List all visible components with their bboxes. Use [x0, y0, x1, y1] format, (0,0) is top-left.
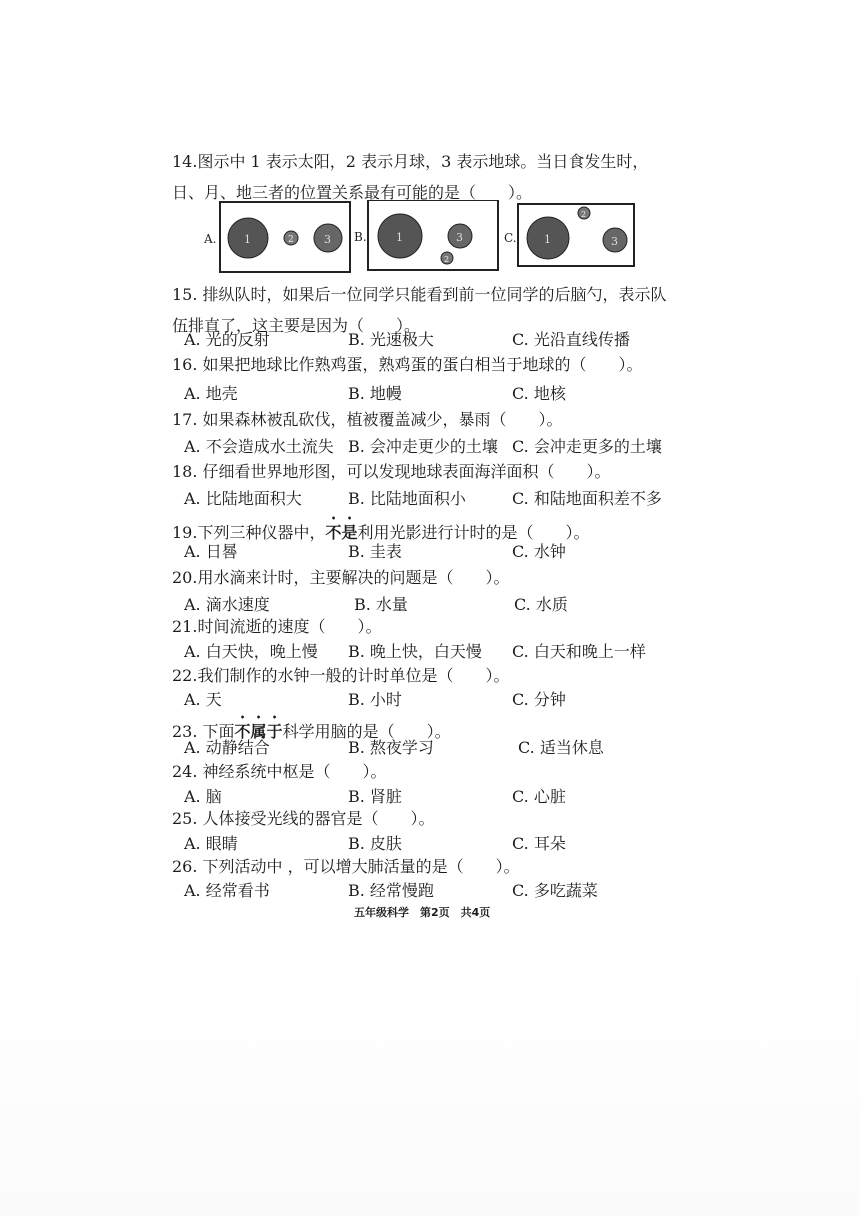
options-20 — [184, 593, 704, 617]
figure-b-diagram — [354, 200, 504, 274]
option-c: C. 地核 — [512, 384, 566, 403]
option-a: A. 日晷 — [184, 542, 238, 561]
options-26 — [184, 879, 704, 903]
question-25: 25. 人体接受光线的器官是（ ）。 — [172, 809, 435, 828]
options-18 — [184, 487, 704, 511]
option-c: C. 耳朵 — [512, 834, 566, 853]
option-c: C. 会冲走更多的土壤 — [512, 437, 662, 456]
options-19 — [184, 540, 704, 564]
figure-a-label: A. — [204, 232, 217, 246]
svg-text:1: 1 — [544, 233, 551, 246]
option-a: A. 比陆地面积大 — [184, 489, 302, 508]
emphasis-text: 不属于 — [234, 722, 283, 741]
options-15 — [184, 328, 704, 352]
options-16 — [184, 382, 704, 406]
option-a: A. 白天快，晚上慢 — [184, 642, 318, 661]
options-21 — [184, 640, 704, 664]
option-c: C. 水质 — [514, 595, 568, 614]
option-c: C. 适当休息 — [518, 738, 604, 757]
q14-figures — [188, 200, 648, 274]
option-b: B. 晚上快，白天慢 — [348, 642, 482, 661]
question-23: 23. 下面不属于科学用脑的是（ ）。 — [172, 722, 451, 741]
options-25 — [184, 832, 704, 856]
option-c: C. 和陆地面积差不多 — [512, 489, 662, 508]
options-23 — [184, 736, 704, 760]
svg-text:2: 2 — [444, 255, 450, 264]
svg-text:2: 2 — [288, 235, 294, 245]
options-17 — [184, 435, 704, 459]
option-c: C. 白天和晚上一样 — [512, 642, 646, 661]
option-b: B. 圭表 — [348, 542, 402, 561]
question-26: 26. 下列活动中 ，可以增大肺活量的是（ ）。 — [172, 857, 520, 876]
option-a: A. 地壳 — [184, 384, 238, 403]
page-footer: 五年级科学 第2页 共4页 — [354, 906, 491, 919]
svg-text:1: 1 — [396, 231, 403, 244]
svg-text:3: 3 — [324, 233, 331, 246]
option-a: A. 脑 — [184, 787, 222, 806]
option-b: B. 皮肤 — [348, 834, 402, 853]
option-b: B. 肾脏 — [348, 787, 402, 806]
options-24 — [184, 785, 704, 809]
option-c: C. 多吃蔬菜 — [512, 881, 598, 900]
option-b: B. 比陆地面积小 — [348, 489, 466, 508]
option-b: B. 小时 — [348, 690, 402, 709]
option-b: B. 经常慢跑 — [348, 881, 434, 900]
option-b: B. 光速极大 — [348, 330, 434, 349]
question-20: 20.用水滴来计时，主要解决的问题是（ ）。 — [172, 568, 510, 587]
option-a: A. 光的反射 — [184, 330, 270, 349]
question-24: 24. 神经系统中枢是（ ）。 — [172, 762, 387, 781]
question-22: 22.我们制作的水钟一般的计时单位是（ ）。 — [172, 666, 510, 685]
option-a: A. 动静结合 — [184, 738, 270, 757]
option-a: A. 天 — [184, 690, 222, 709]
question-15: 15. 排纵队时，如果后一位同学只能看到前一位同学的后脑勺，表示队伍排直了，这主要是因为（ ）。 — [172, 285, 667, 335]
figure-b-label: B. — [354, 230, 367, 244]
option-b: B. 水量 — [354, 595, 408, 614]
figure-c — [504, 200, 654, 278]
option-c: C. 心脏 — [512, 787, 566, 806]
option-a: A. 滴水速度 — [184, 595, 270, 614]
svg-text:3: 3 — [456, 231, 463, 244]
figure-a — [204, 200, 354, 278]
option-b: B. 地幔 — [348, 384, 402, 403]
question-18: 18. 仔细看世界地形图，可以发现地球表面海洋面积（ ）。 — [172, 462, 611, 481]
option-c: C. 分钟 — [512, 690, 566, 709]
figure-a-diagram — [204, 200, 354, 274]
svg-text:2: 2 — [581, 210, 587, 219]
option-c: C. 光沿直线传播 — [512, 330, 630, 349]
emphasis-text: 不是 — [325, 523, 358, 542]
question-21: 21.时间流逝的速度（ ）。 — [172, 617, 382, 636]
svg-text:1: 1 — [244, 233, 251, 246]
option-a: A. 经常看书 — [184, 881, 270, 900]
figure-c-diagram — [504, 200, 654, 274]
option-b: B. 会冲走更少的土壤 — [348, 437, 498, 456]
question-14: 14.图示中 1 表示太阳，2 表示月球，3 表示地球。当日食发生时，日、月、地三者的位置关系最有可能的是（ ）。 — [172, 152, 649, 202]
question-16: 16. 如果把地球比作熟鸡蛋，熟鸡蛋的蛋白相当于地球的（ ）。 — [172, 355, 643, 374]
options-22 — [184, 688, 704, 712]
svg-text:3: 3 — [611, 235, 618, 248]
option-a: A. 眼睛 — [184, 834, 238, 853]
option-b: B. 熬夜学习 — [348, 738, 434, 757]
question-19: 19.下列三种仪器中，不是利用光影进行计时的是（ ）。 — [172, 523, 590, 542]
figure-b — [354, 200, 504, 278]
figure-c-label: C. — [504, 231, 517, 245]
page-bottom-blank — [0, 940, 860, 1216]
option-c: C. 水钟 — [512, 542, 566, 561]
option-a: A. 不会造成水土流失 — [184, 437, 334, 456]
question-17: 17. 如果森林被乱砍伐，植被覆盖减少，暴雨（ ）。 — [172, 410, 563, 429]
